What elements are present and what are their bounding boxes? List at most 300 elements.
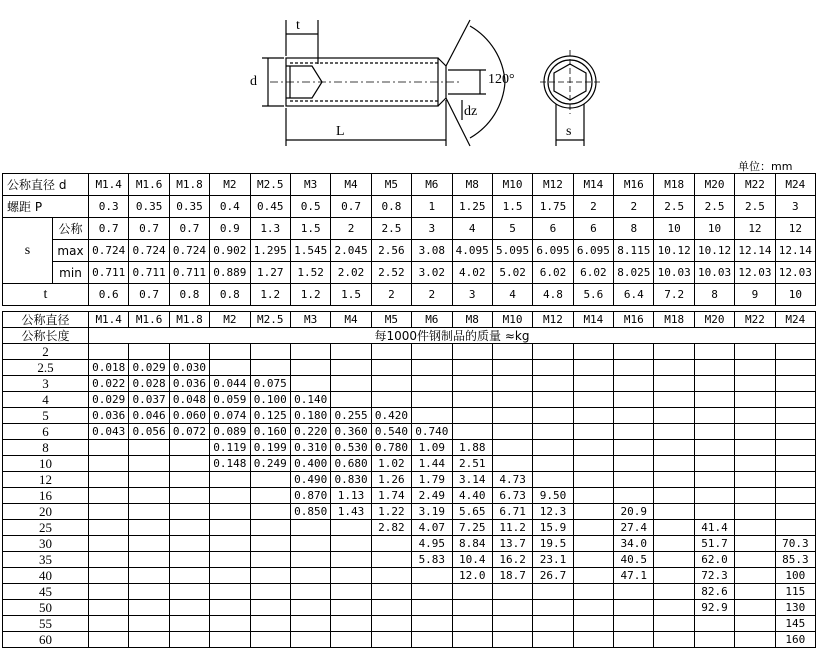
screw-drawing (0, 0, 818, 160)
mass-cell: 11.2 (492, 520, 532, 536)
mass-cell (89, 568, 129, 584)
mass-cell (573, 520, 613, 536)
mass-cell (412, 568, 452, 584)
size-cell: M8 (452, 174, 492, 196)
mass-cell (492, 392, 532, 408)
s-max-cell: 6.095 (573, 240, 613, 262)
table-row (3, 472, 816, 488)
mass-cell (250, 520, 290, 536)
mass-cell (129, 488, 169, 504)
t-cell: 0.6 (89, 284, 129, 306)
mass-cell (614, 472, 654, 488)
s-max-cell: 2.045 (331, 240, 371, 262)
mass-cell: 0.125 (250, 408, 290, 424)
mass-cell (169, 456, 209, 472)
s-min-cell: 5.02 (492, 262, 532, 284)
s-nominal-cell: 0.7 (89, 218, 129, 240)
s-min-cell: 12.03 (735, 262, 775, 284)
mass-cell: 0.018 (89, 360, 129, 376)
size-cell: M5 (371, 174, 411, 196)
mass-cell: 160 (775, 632, 815, 648)
mass-cell: 0.048 (169, 392, 209, 408)
mass-cell (735, 536, 775, 552)
mass-size-cell: M3 (290, 312, 330, 328)
mass-cell (129, 536, 169, 552)
mass-cell (250, 504, 290, 520)
s-max-cell: 4.095 (452, 240, 492, 262)
mass-cell: 0.030 (169, 360, 209, 376)
mass-cell (654, 488, 694, 504)
mass-cell (452, 376, 492, 392)
mass-cell (694, 472, 734, 488)
mass-cell (694, 632, 734, 648)
mass-cell: 0.037 (129, 392, 169, 408)
mass-cell: 0.036 (89, 408, 129, 424)
mass-cell: 0.180 (290, 408, 330, 424)
mass-cell: 0.160 (250, 424, 290, 440)
mass-size-cell: M14 (573, 312, 613, 328)
mass-cell (492, 632, 532, 648)
length-cell: 3 (3, 376, 89, 392)
s-nominal-cell: 0.9 (210, 218, 250, 240)
mass-cell (492, 584, 532, 600)
s-min-cell: 3.02 (412, 262, 452, 284)
mass-cell: 0.420 (371, 408, 411, 424)
mass-cell: 1.79 (412, 472, 452, 488)
row-s-max (3, 240, 816, 262)
mass-cell (614, 392, 654, 408)
mass-cell (129, 632, 169, 648)
mass-cell: 145 (775, 616, 815, 632)
s-min-cell: 10.03 (654, 262, 694, 284)
mass-cell (129, 472, 169, 488)
mass-cell (735, 376, 775, 392)
mass-cell (735, 616, 775, 632)
mass-cell (331, 536, 371, 552)
size-cell: M1.8 (169, 174, 209, 196)
mass-cell: 0.148 (210, 456, 250, 472)
mass-cell (210, 360, 250, 376)
s-nominal-cell: 12 (775, 218, 815, 240)
pitch-cell: 3 (775, 196, 815, 218)
mass-cell (89, 344, 129, 360)
mass-cell (290, 536, 330, 552)
mass-cell (290, 584, 330, 600)
s-max-cell: 0.724 (89, 240, 129, 262)
s-nominal-cell: 10 (694, 218, 734, 240)
size-cell: M10 (492, 174, 532, 196)
mass-cell (129, 552, 169, 568)
mass-cell: 5.83 (412, 552, 452, 568)
mass-cell: 34.0 (614, 536, 654, 552)
mass-cell: 2.49 (412, 488, 452, 504)
mass-cell: 15.9 (533, 520, 573, 536)
table-row (3, 376, 816, 392)
mass-cell: 3.14 (452, 472, 492, 488)
mass-cell (573, 392, 613, 408)
mass-cell (573, 408, 613, 424)
mass-cell (169, 584, 209, 600)
mass-cell (573, 552, 613, 568)
mass-cell (492, 456, 532, 472)
mass-cell (210, 552, 250, 568)
mass-cell (250, 584, 290, 600)
mass-cell (250, 632, 290, 648)
mass-cell: 0.022 (89, 376, 129, 392)
mass-cell (129, 504, 169, 520)
s-min-label: min (53, 262, 89, 284)
s-nominal-cell: 0.7 (129, 218, 169, 240)
s-min-cell: 8.025 (614, 262, 654, 284)
pitch-cell: 2.5 (735, 196, 775, 218)
mass-cell (492, 424, 532, 440)
mass-size-cell: M2 (210, 312, 250, 328)
mass-cell: 6.73 (492, 488, 532, 504)
mass-cell (573, 616, 613, 632)
mass-cell: 0.830 (331, 472, 371, 488)
mass-cell (573, 600, 613, 616)
mass-cell (290, 360, 330, 376)
mass-cell: 0.044 (210, 376, 250, 392)
size-cell: M4 (331, 174, 371, 196)
mass-cell (331, 632, 371, 648)
mass-cell (371, 344, 411, 360)
table-row (3, 440, 816, 456)
mass-cell: 3.19 (412, 504, 452, 520)
mass-cell: 5.65 (452, 504, 492, 520)
mass-cell (412, 584, 452, 600)
mass-cell (452, 360, 492, 376)
mass-cell: 70.3 (775, 536, 815, 552)
mass-cell: 51.7 (694, 536, 734, 552)
mass-cell (129, 600, 169, 616)
t-cell: 3 (452, 284, 492, 306)
mass-cell: 0.199 (250, 440, 290, 456)
t-cell: 1.2 (290, 284, 330, 306)
t-label: t (3, 284, 89, 306)
t-cell: 0.7 (129, 284, 169, 306)
mass-cell (169, 472, 209, 488)
size-cell: M20 (694, 174, 734, 196)
mass-cell (654, 408, 694, 424)
pitch-cell: 0.45 (250, 196, 290, 218)
mass-cell: 0.249 (250, 456, 290, 472)
mass-size-cell: M16 (614, 312, 654, 328)
mass-size-cell: M6 (412, 312, 452, 328)
length-cell: 16 (3, 488, 89, 504)
pitch-label: 螺距 P (3, 196, 89, 218)
mass-cell (735, 520, 775, 536)
mass-cell (735, 424, 775, 440)
row-diameter (3, 174, 816, 196)
mass-cell (533, 360, 573, 376)
mass-cell (694, 456, 734, 472)
table-row (3, 616, 816, 632)
mass-cell (694, 424, 734, 440)
mass-cell (290, 616, 330, 632)
mass-cell (775, 440, 815, 456)
mass-cell (614, 616, 654, 632)
mass-cell (129, 616, 169, 632)
pitch-cell: 0.35 (169, 196, 209, 218)
s-max-cell: 3.08 (412, 240, 452, 262)
t-cell: 4.8 (533, 284, 573, 306)
mass-cell (654, 600, 694, 616)
mass-cell (210, 488, 250, 504)
mass-cell (412, 392, 452, 408)
mass-size-cell: M20 (694, 312, 734, 328)
t-cell: 8 (694, 284, 734, 306)
length-cell: 40 (3, 568, 89, 584)
mass-cell (331, 552, 371, 568)
mass-cell (169, 568, 209, 584)
mass-cell (169, 488, 209, 504)
row-s-nominal (3, 218, 816, 240)
mass-cell: 0.255 (331, 408, 371, 424)
mass-cell (210, 632, 250, 648)
length-cell: 35 (3, 552, 89, 568)
mass-cell: 23.1 (533, 552, 573, 568)
pitch-cell: 0.7 (331, 196, 371, 218)
mass-cell (654, 552, 694, 568)
s-nominal-cell: 1.5 (290, 218, 330, 240)
mass-cell (492, 440, 532, 456)
mass-cell (452, 424, 492, 440)
mass-cell (694, 392, 734, 408)
mass-cell (694, 504, 734, 520)
mass-cell (614, 600, 654, 616)
t-cell: 0.8 (210, 284, 250, 306)
pitch-cell: 1.75 (533, 196, 573, 218)
mass-cell: 4.07 (412, 520, 452, 536)
mass-cell (89, 552, 129, 568)
mass-cell (371, 360, 411, 376)
mass-cell (290, 344, 330, 360)
mass-cell (371, 632, 411, 648)
mass-cell (533, 456, 573, 472)
mass-size-cell: M1.8 (169, 312, 209, 328)
length-cell: 2 (3, 344, 89, 360)
mass-cell (735, 456, 775, 472)
mass-cell (533, 584, 573, 600)
mass-cell: 6.71 (492, 504, 532, 520)
mass-cell: 0.089 (210, 424, 250, 440)
mass-cell (775, 520, 815, 536)
mass-cell (250, 568, 290, 584)
screw-diagram-icon (0, 0, 818, 160)
mass-cell (614, 424, 654, 440)
s-min-cell: 1.52 (290, 262, 330, 284)
mass-cell: 0.059 (210, 392, 250, 408)
mass-cell: 18.7 (492, 568, 532, 584)
mass-cell (371, 392, 411, 408)
mass-cell (290, 632, 330, 648)
mass-cell (533, 344, 573, 360)
size-cell: M1.4 (89, 174, 129, 196)
s-nominal-cell: 12 (735, 218, 775, 240)
mass-cell (371, 600, 411, 616)
mass-cell: 62.0 (694, 552, 734, 568)
s-min-cell: 0.711 (169, 262, 209, 284)
mass-cell (250, 616, 290, 632)
mass-cell (89, 520, 129, 536)
mass-cell: 0.780 (371, 440, 411, 456)
mass-cell (573, 568, 613, 584)
pitch-cell: 1.5 (492, 196, 532, 218)
mass-cell (89, 472, 129, 488)
s-min-cell: 0.711 (89, 262, 129, 284)
mass-cell: 7.25 (452, 520, 492, 536)
mass-cell (573, 360, 613, 376)
mass-cell (654, 616, 694, 632)
mass-cell: 0.540 (371, 424, 411, 440)
mass-cell (573, 472, 613, 488)
mass-cell: 0.490 (290, 472, 330, 488)
s-max-cell: 2.56 (371, 240, 411, 262)
mass-cell: 1.88 (452, 440, 492, 456)
mass-cell (614, 408, 654, 424)
mass-cell: 4.73 (492, 472, 532, 488)
mass-cell (290, 376, 330, 392)
mass-cell (654, 520, 694, 536)
s-nominal-cell: 5 (492, 218, 532, 240)
mass-cell (371, 552, 411, 568)
mass-cell (290, 552, 330, 568)
s-max-cell: 12.14 (735, 240, 775, 262)
mass-cell (614, 632, 654, 648)
mass-cell: 20.9 (614, 504, 654, 520)
t-cell: 1.5 (331, 284, 371, 306)
mass-cell (654, 472, 694, 488)
label-s: s (566, 124, 572, 139)
t-cell: 6.4 (614, 284, 654, 306)
s-min-cell: 2.02 (331, 262, 371, 284)
mass-note-row (3, 328, 816, 344)
t-cell: 7.2 (654, 284, 694, 306)
mass-cell (533, 376, 573, 392)
mass-cell (735, 488, 775, 504)
mass-cell (775, 408, 815, 424)
mass-cell (573, 376, 613, 392)
length-cell: 10 (3, 456, 89, 472)
mass-cell: 0.028 (129, 376, 169, 392)
mass-cell: 0.220 (290, 424, 330, 440)
mass-cell (694, 344, 734, 360)
mass-cell (210, 472, 250, 488)
mass-cell (290, 568, 330, 584)
mass-header-row (3, 312, 816, 328)
mass-cell: 115 (775, 584, 815, 600)
mass-cell (533, 424, 573, 440)
table-row (3, 408, 816, 424)
mass-cell (331, 568, 371, 584)
mass-cell (210, 584, 250, 600)
mass-cell (775, 392, 815, 408)
mass-cell: 72.3 (694, 568, 734, 584)
s-min-cell: 6.02 (533, 262, 573, 284)
mass-cell (614, 344, 654, 360)
table-row (3, 504, 816, 520)
mass-cell (452, 344, 492, 360)
mass-cell (452, 632, 492, 648)
t-cell: 4 (492, 284, 532, 306)
row-s-min (3, 262, 816, 284)
pitch-cell: 0.4 (210, 196, 250, 218)
label-d: d (250, 74, 257, 89)
mass-cell (210, 600, 250, 616)
mass-cell (331, 616, 371, 632)
s-max-cell: 5.095 (492, 240, 532, 262)
s-max-cell: 0.902 (210, 240, 250, 262)
size-cell: M1.6 (129, 174, 169, 196)
mass-cell (89, 456, 129, 472)
mass-cell (492, 360, 532, 376)
mass-cell (775, 376, 815, 392)
mass-cell (129, 568, 169, 584)
length-cell: 6 (3, 424, 89, 440)
length-cell: 60 (3, 632, 89, 648)
mass-cell (169, 632, 209, 648)
mass-cell (89, 536, 129, 552)
mass-cell (573, 632, 613, 648)
mass-cell: 0.072 (169, 424, 209, 440)
mass-cell (371, 536, 411, 552)
size-cell: M14 (573, 174, 613, 196)
mass-cell: 1.26 (371, 472, 411, 488)
mass-cell (452, 600, 492, 616)
mass-cell (735, 504, 775, 520)
mass-note: 每1000件钢制品的质量 ≈kg (89, 328, 816, 344)
mass-cell (250, 552, 290, 568)
mass-cell (169, 600, 209, 616)
mass-cell (129, 440, 169, 456)
mass-cell (654, 392, 694, 408)
mass-cell (169, 616, 209, 632)
mass-cell (169, 440, 209, 456)
mass-cell (250, 472, 290, 488)
mass-cell: 1.44 (412, 456, 452, 472)
mass-cell (89, 600, 129, 616)
mass-cell (210, 344, 250, 360)
mass-cell (169, 520, 209, 536)
mass-cell: 82.6 (694, 584, 734, 600)
mass-size-cell: M1.6 (129, 312, 169, 328)
mass-cell: 0.360 (331, 424, 371, 440)
mass-cell: 0.029 (129, 360, 169, 376)
mass-cell (533, 616, 573, 632)
mass-cell (573, 504, 613, 520)
table-row (3, 456, 816, 472)
s-nominal-cell: 3 (412, 218, 452, 240)
mass-cell (331, 600, 371, 616)
mass-cell (492, 408, 532, 424)
mass-size-cell: M24 (775, 312, 815, 328)
mass-cell (371, 376, 411, 392)
table-row (3, 520, 816, 536)
mass-cell (533, 392, 573, 408)
mass-cell (694, 616, 734, 632)
s-min-cell: 1.27 (250, 262, 290, 284)
mass-cell: 0.310 (290, 440, 330, 456)
length-cell: 4 (3, 392, 89, 408)
table-row (3, 488, 816, 504)
mass-cell: 1.02 (371, 456, 411, 472)
mass-cell (654, 632, 694, 648)
mass-cell (412, 616, 452, 632)
s-nominal-cell: 4 (452, 218, 492, 240)
pitch-cell: 0.35 (129, 196, 169, 218)
mass-cell (89, 504, 129, 520)
